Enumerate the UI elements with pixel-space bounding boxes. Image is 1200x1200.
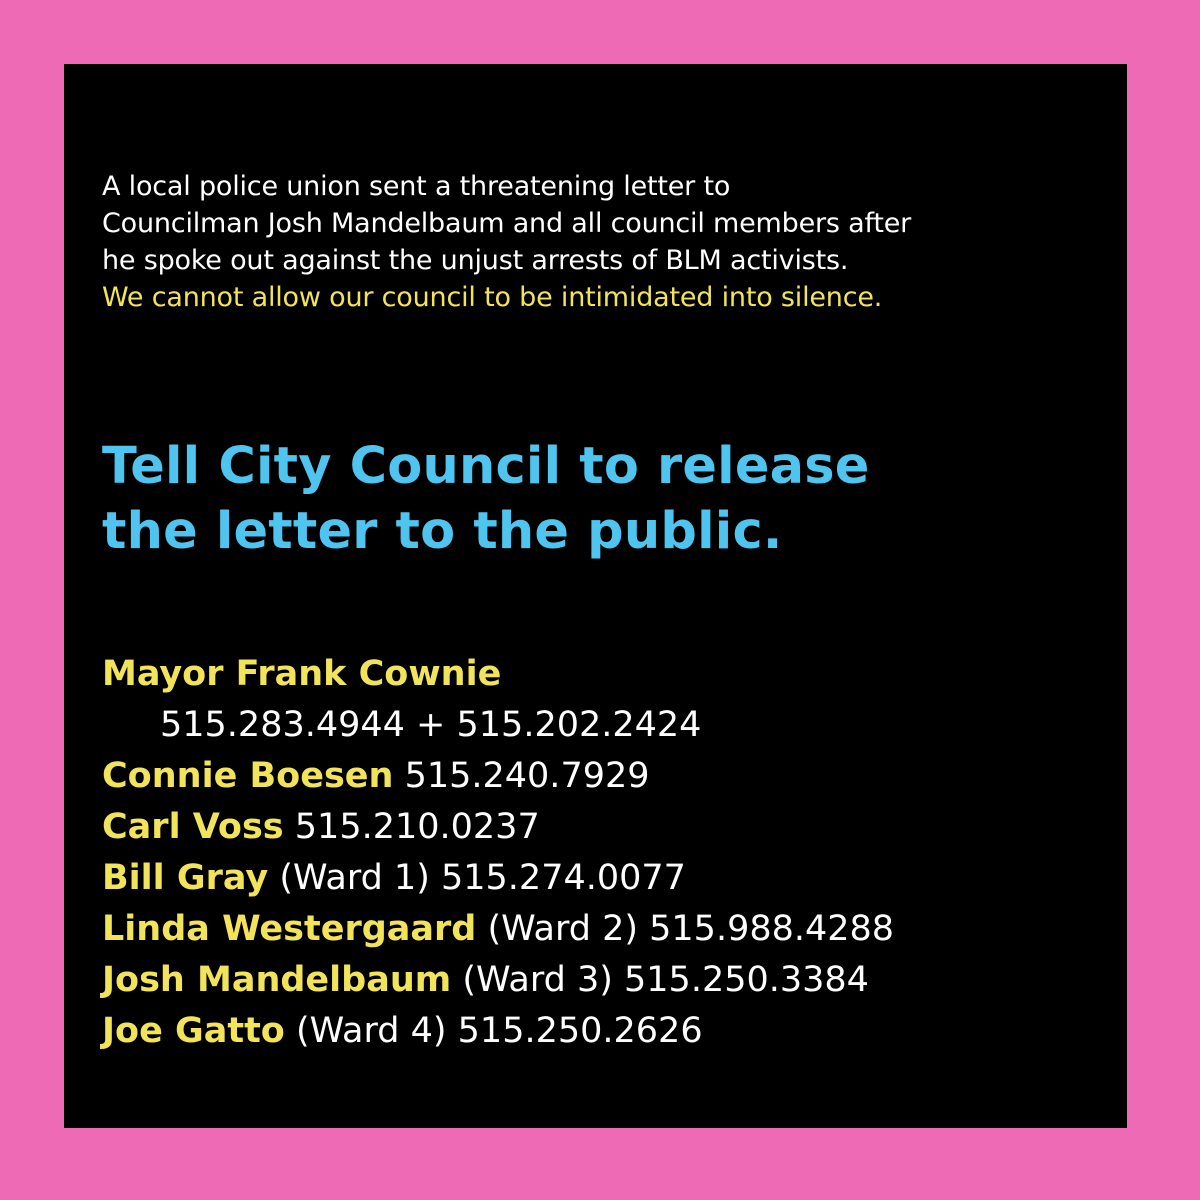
contact-phone: 515.250.3384 bbox=[624, 960, 869, 1000]
intro-paragraph bbox=[102, 168, 1112, 316]
call-to-action-headline bbox=[102, 434, 870, 564]
intro-line: he spoke out against the unjust arrests of BLM activists. bbox=[102, 245, 849, 276]
contact-name: Bill Gray bbox=[102, 858, 269, 898]
intro-highlight-line: We cannot allow our council to be intimidated into silence. bbox=[102, 282, 883, 313]
intro-line: A local police union sent a threatening letter to bbox=[102, 171, 731, 202]
contact-gatto bbox=[102, 1006, 894, 1057]
contact-boesen bbox=[102, 751, 894, 802]
contact-westergaard bbox=[102, 904, 894, 955]
contact-ward: (Ward 2) bbox=[487, 909, 638, 949]
contact-voss bbox=[102, 802, 894, 853]
contact-mayor bbox=[102, 649, 894, 751]
contact-name: Linda Westergaard bbox=[102, 909, 477, 949]
headline-line: Tell City Council to release bbox=[102, 437, 870, 496]
contact-phone: 515.250.2626 bbox=[457, 1011, 703, 1051]
contact-name: Carl Voss bbox=[102, 807, 284, 847]
contact-list bbox=[102, 649, 894, 1057]
contact-ward: (Ward 3) bbox=[462, 960, 613, 1000]
contact-gray bbox=[102, 853, 894, 904]
contact-phone: 515.240.7929 bbox=[404, 756, 650, 796]
contact-ward: (Ward 1) bbox=[279, 858, 430, 898]
contact-phone: 515.274.0077 bbox=[441, 858, 686, 898]
contact-mandelbaum bbox=[102, 955, 894, 1006]
contact-ward: (Ward 4) bbox=[296, 1011, 447, 1051]
contact-name: Mayor Frank Cownie bbox=[102, 654, 502, 694]
flyer-panel bbox=[64, 64, 1127, 1128]
contact-name: Joe Gatto bbox=[102, 1011, 285, 1051]
contact-name: Josh Mandelbaum bbox=[102, 960, 452, 1000]
headline-line: the letter to the public. bbox=[102, 502, 783, 561]
contact-phone: 515.988.4288 bbox=[649, 909, 895, 949]
contact-phone: 515.283.4944 + 515.202.2424 bbox=[160, 705, 702, 745]
contact-phone: 515.210.0237 bbox=[294, 807, 540, 847]
intro-line: Councilman Josh Mandelbaum and all council members after bbox=[102, 208, 912, 239]
contact-name: Connie Boesen bbox=[102, 756, 394, 796]
